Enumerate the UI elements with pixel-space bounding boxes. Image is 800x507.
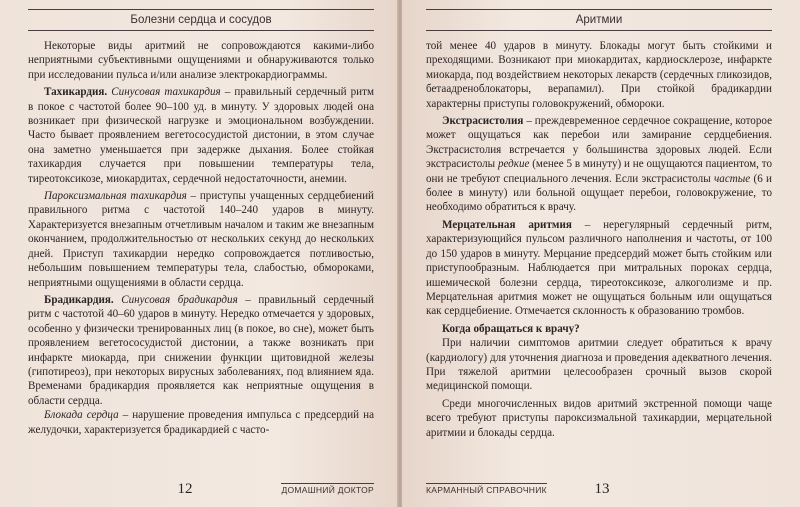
extrasystole-text-3: (6 и более в минуту) или больной ощущает перебои, головокружение, то необходимо обратиться к врачу. bbox=[426, 172, 772, 214]
right-footer bbox=[402, 479, 800, 501]
right-running-head: Аритмии bbox=[426, 9, 772, 31]
left-series-title: ДОМАШНИЙ ДОКТОР bbox=[281, 485, 374, 495]
left-page-text bbox=[28, 39, 374, 437]
atrial-fibrillation-paragraph bbox=[426, 218, 772, 319]
emergency-help-text: Среди многочисленных видов аритмий экстренной помощи чаще всего требуют приступы пароксизмальной тахикардии, мерцательной аритмии и блокады сердца. bbox=[426, 397, 772, 439]
left-footer bbox=[0, 479, 398, 501]
right-page bbox=[402, 0, 800, 507]
right-page-number: 13 bbox=[594, 481, 610, 497]
bradycardia-paragraph bbox=[28, 293, 374, 408]
extrasystole-frequent: частые bbox=[713, 172, 751, 185]
right-series-title: КАРМАННЫЙ СПРАВОЧНИК bbox=[426, 485, 547, 495]
tachycardia-text: – правильный сердечный ритм в покое с частотой более 90–100 уд. в минуту. У здоровых людей она возникает при физической нагрузке и эмоциональном возбуждении. Часто бывает проявлением вегетососудистой дистонии, в этом случае она заметно уменьшается при задержке дыхания. Более стойкая тахикардия случается при повышении температуры тела, тиреотоксикозе, миокардитах, сердечной недостаточности, анемии. bbox=[28, 86, 374, 185]
paroxysmal-text: – приступы учащенных сердцебиений правильного ритма с частотой 140–240 ударов в минуту. Характеризуется внезапным отчетливым началом и таким же внезапным окончанием, продолжительностью от нескольких секунд до нескольких дней. Приступ тахикардии нередко сопровождается потливостью, небольшим повышением температуры тела, слабостью, обмороками, неприятными ощущениями в области сердца. bbox=[28, 190, 374, 289]
extrasystole-paragraph bbox=[426, 114, 772, 215]
heart-block-paragraph bbox=[28, 408, 374, 437]
heart-block-term: Блокада сердца bbox=[44, 409, 119, 422]
right-page-text bbox=[426, 39, 772, 440]
when-to-see-doctor-heading: Когда обращаться к врачу? bbox=[442, 322, 580, 335]
heart-block-text: – нарушение проведения импульса с предсердий на желудочки, характеризуется брадикардией с часто- bbox=[28, 409, 374, 436]
tachycardia-paragraph bbox=[28, 85, 374, 186]
left-page-number: 12 bbox=[177, 481, 193, 497]
extrasystole-text-2: (менее 5 в минуту) и не ощущаются пациентом, то они не требуют специального лечения. Если экстрасистолы bbox=[426, 158, 773, 185]
bradycardia-text: – правильный сердечный ритм с частотой 40–60 ударов в минуту. Нередко отмечается у здоровых, особенно у физически тренированных лиц (в покое, во сне), может быть проявлением вегетососудистой дистонии, а также возникать при инфаркте миокарда, при снижении функции щитовидной железы (гипотиреоз), при некоторых вирусных заболеваниях, под влиянием яда. Временами брадикардия проявляется как неприятные ощущения в области сердца. bbox=[28, 293, 374, 407]
tachycardia-term: Тахикардия. bbox=[44, 86, 108, 99]
bradycardia-term: Брадикардия. bbox=[44, 293, 114, 306]
paroxysmal-paragraph bbox=[28, 189, 374, 290]
left-page bbox=[0, 0, 398, 507]
intro-paragraph: Некоторые виды аритмий не сопровождаются какими-либо неприятными субъективными ощущениями и обнаруживаются только при исследовании пульса и/или анализе электрокардиограммы. bbox=[28, 40, 374, 81]
atrial-fibrillation-term: Мерцательная аритмия bbox=[442, 218, 572, 231]
extrasystole-term: Экстрасистолия bbox=[442, 115, 524, 128]
extrasystole-text-1: – преждевременное сердечное сокращение, которое может ощущаться как перебои или замирание сердцебиения. Экстрасистолия встречается у большинства здоровых людей. Если экстрасистолы bbox=[426, 115, 772, 171]
heart-block-continuation: той менее 40 ударов в минуту. Блокады могут быть стойкими и преходящими. Возникают при миокардитах, кардиосклерозе, инфаркте миокарда, под воздействием некоторых лекарств (сердечных гликозидов, бетаадреноблокаторы, верапамил). При стойкой брадикардии характерны приступы головокружений, обмороки. bbox=[426, 40, 772, 110]
sinus-bradycardia-term: Синусовая брадикардия bbox=[121, 293, 238, 306]
paroxysmal-term: Пароксизмальная тахикардия bbox=[44, 190, 187, 203]
sinus-tachycardia-term: Синусовая тахикардия bbox=[111, 86, 221, 99]
atrial-fibrillation-text: – нерегулярный сердечный ритм, характеризующийся пульсом различного наполнения и частоты, от 100 до 150 ударов в минуту. Мерцание предсердий может быть стойким или приступообразным. Наблюдается при митральных пороках сердца, ишемической болезни сердца, тиреотоксикозе, алкоголизме и пр. Мерцательная аритмия может не ощущаться больным или ощущаться как сердцебиение. Отмечается склонность к образованию тромбов. bbox=[426, 218, 772, 318]
extrasystole-rare: редкие bbox=[497, 158, 530, 171]
when-to-see-doctor-text: При наличии симптомов аритмии следует обратиться к врачу (кардиологу) для уточнения диагноза и проведения адекватного лечения. При тяжелой аритмии целесообразен срочный вызов скорой медицинской помощи. bbox=[426, 337, 772, 393]
left-running-head: Болезни сердца и сосудов bbox=[28, 9, 374, 31]
